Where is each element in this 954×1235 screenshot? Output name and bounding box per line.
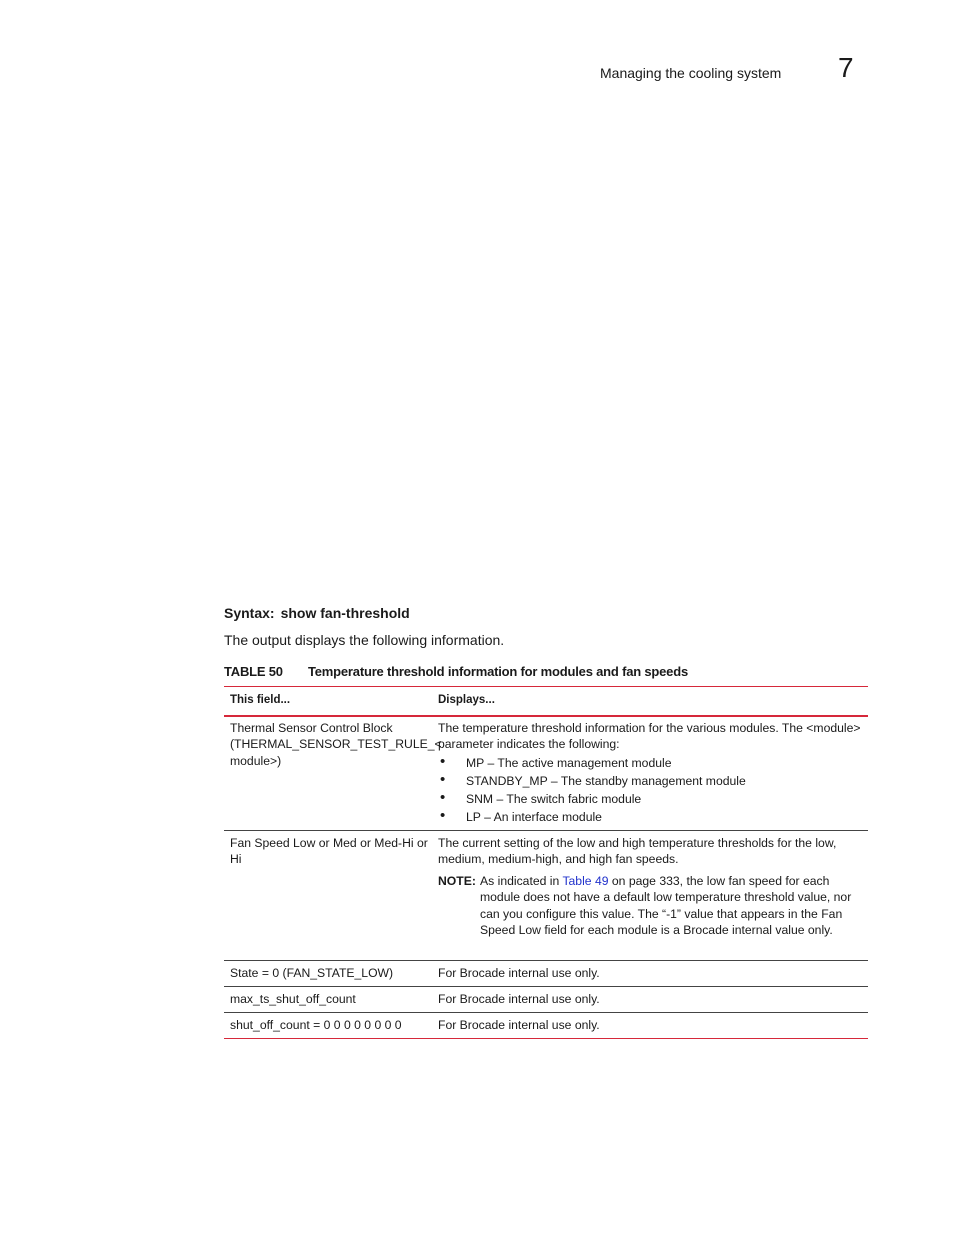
table-49-link[interactable]: Table 49 — [562, 873, 609, 888]
note-text: As indicated in — [480, 873, 563, 888]
note-body — [480, 873, 862, 939]
table-header-row — [224, 687, 868, 717]
note-block — [438, 873, 862, 939]
note-text: on page 333, the low fan speed for each module does not have a default low temperature threshold value, nor can you configure this value. The “-1” value that appears in the Fan Speed Low field for each module is a Brocade internal value only. — [480, 873, 852, 938]
chapter-number: 7 — [838, 52, 854, 83]
row-description — [438, 717, 868, 830]
header-field: This field... — [230, 694, 291, 706]
intro-paragraph: The output displays the following information. — [224, 632, 505, 648]
table-caption — [224, 664, 688, 679]
table-row — [224, 987, 868, 1013]
syntax-command: show fan-threshold — [280, 605, 410, 621]
syntax-label: Syntax: — [224, 605, 275, 621]
page-header-title: Managing the cooling system — [600, 65, 782, 81]
table-caption-title: Temperature threshold information for modules and fan speeds — [308, 664, 688, 679]
row-field-line: (THERMAL_SENSOR_TEST_RULE_< — [230, 737, 442, 752]
row-field: max_ts_shut_off_count — [230, 992, 356, 1006]
row-field: State = 0 (FAN_STATE_LOW) — [230, 966, 394, 980]
table-row — [224, 717, 868, 831]
table-caption-number: TABLE 50 — [224, 664, 283, 679]
row-description: For Brocade internal use only. — [438, 966, 600, 980]
row-field-line: Thermal Sensor Control Block — [230, 721, 393, 735]
note-label: NOTE: — [438, 873, 476, 888]
row-description: For Brocade internal use only. — [438, 1018, 600, 1032]
row-description — [438, 831, 868, 960]
list-item: • LP – An interface module — [438, 808, 862, 826]
list-item: • STANDBY_MP – The standby management module — [438, 772, 862, 790]
syntax-line — [224, 605, 410, 621]
table-row — [224, 961, 868, 987]
table-row — [224, 831, 868, 961]
row-field: Fan Speed Low or Med or Med-Hi or Hi — [230, 836, 428, 867]
list-item: • SNM – The switch fabric module — [438, 790, 862, 808]
row-field — [224, 717, 442, 830]
row-field-line: module>) — [230, 753, 282, 768]
row-description-text: The temperature threshold information for the various modules. The <module> parameter indicates the following: — [438, 721, 861, 752]
header-displays: Displays... — [438, 694, 495, 706]
row-description-text: The current setting of the low and high temperature thresholds for the low, medium, medium-high, and high fan speeds. — [438, 836, 837, 867]
table-row — [224, 1013, 868, 1038]
list-item: • MP – The active management module — [438, 754, 862, 772]
field-table — [224, 686, 868, 1039]
module-list — [438, 754, 862, 826]
row-field: shut_off_count = 0 0 0 0 0 0 0 0 — [230, 1018, 402, 1032]
row-description: For Brocade internal use only. — [438, 992, 600, 1006]
